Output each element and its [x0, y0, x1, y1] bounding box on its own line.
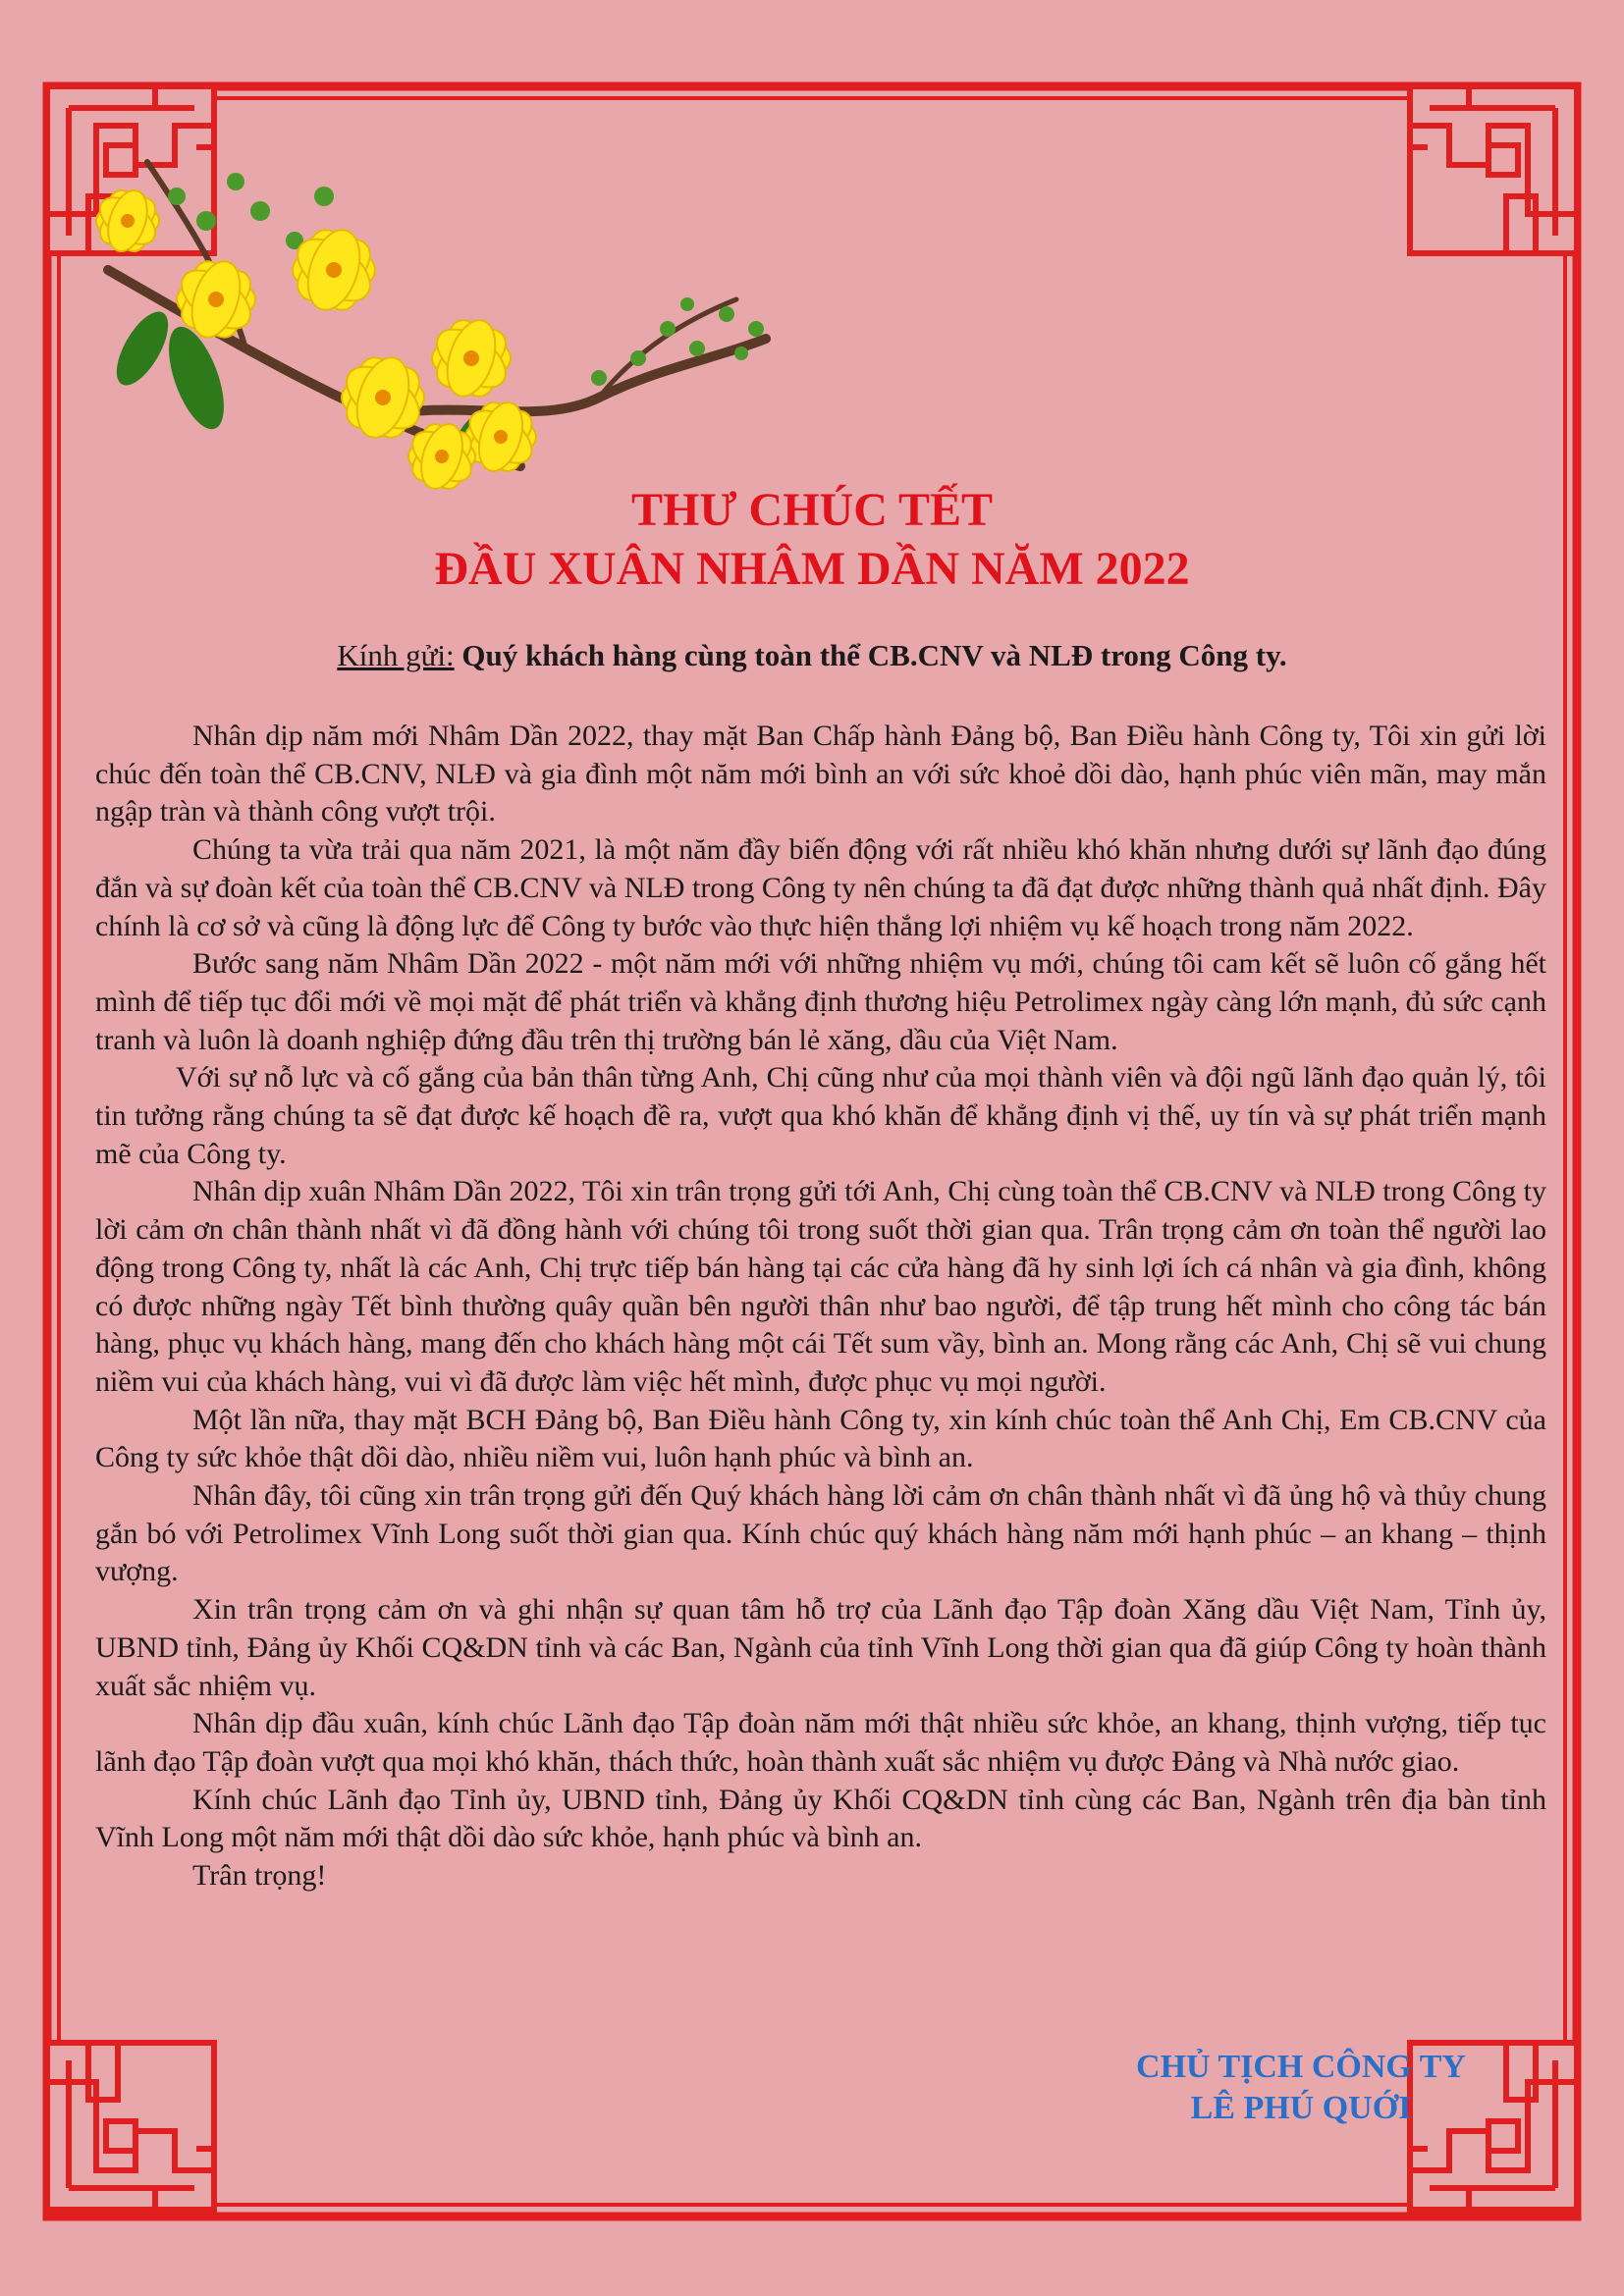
paragraph: Nhân dịp đầu xuân, kính chúc Lãnh đạo Tập đoàn năm mới thật nhiều sức khỏe, an khang, thịnh vượng, tiếp tục lãnh đạo Tập đoàn vượt qua mọi khó khăn, thách thức, hoàn thành xuất sắc nhiệm vụ được Đảng và Nhà nước giao.	[95, 1707, 1546, 1778]
paragraph: Một lần nữa, thay mặt BCH Đảng bộ, Ban Điều hành Công ty, xin kính chúc toàn thể Anh Chị, Em CB.CNV của Công ty sức khỏe thật dồi dào, nhiều niềm vui, luôn hạnh phúc và bình an.	[95, 1403, 1546, 1474]
letter-body	[95, 718, 1546, 1896]
signature-name: LÊ PHÚ QUỚI	[1190, 2090, 1412, 2126]
letter-title: THƯ CHÚC TẾT	[630, 484, 994, 536]
closing-line: Trân trọng!	[192, 1859, 327, 1893]
paragraph: Nhân dịp năm mới Nhâm Dần 2022, thay mặt Ban Chấp hành Đảng bộ, Ban Điều hành Công ty, Tôi xin gửi lời chúc đến toàn thể CB.CNV, NLĐ và gia đình một năm mới bình an với sức khoẻ dồi dào, hạnh phúc viên mãn, may mắn ngập tràn và thành công vượt trội.	[95, 720, 1546, 828]
paragraph: Với sự nỗ lực và cố gắng của bản thân từng Anh, Chị cũng như của mọi thành viên và đội ngũ lãnh đạo quản lý, tôi tin tưởng rằng chúng ta sẽ đạt được kế hoạch đề ra, vượt qua khó khăn để khẳng định vị thế, uy tín và sự phát triển mạnh mẽ của Công ty.	[95, 1061, 1546, 1170]
letter-subtitle: ĐẦU XUÂN NHÂM DẦN NĂM 2022	[434, 543, 1190, 595]
paragraph: Kính chúc Lãnh đạo Tỉnh ủy, UBND tỉnh, Đảng ủy Khối CQ&DN tỉnh cùng các Ban, Ngành trên địa bàn tỉnh Vĩnh Long một năm mới thật dồi dào sức khỏe, hạnh phúc và bình an.	[95, 1783, 1546, 1854]
greeting-line	[0, 636, 1624, 675]
paragraph: Nhân đây, tôi cũng xin trân trọng gửi đến Quý khách hàng lời cảm ơn chân thành nhất vì đã ủng hộ và thủy chung gắn bó với Petrolimex Vĩnh Long suốt thời gian qua. Kính chúc quý khách hàng năm mới hạnh phúc – an khang – thịnh vượng.	[95, 1479, 1546, 1588]
mai-apricot-blossom-branch-icon	[49, 103, 795, 525]
greeting-recipient: Quý khách hàng cùng toàn thể CB.CNV và NLĐ trong Công ty.	[461, 638, 1287, 672]
paragraph: Nhân dịp xuân Nhâm Dần 2022, Tôi xin trân trọng gửi tới Anh, Chị cùng toàn thể CB.CNV và NLĐ trong Công ty lời cảm ơn chân thành nhất vì đã đồng hành với chúng tôi trong suốt thời gian qua. Trân trọng cảm ơn toàn thể người lao động trong Công ty, nhất là các Anh, Chị trực tiếp bán hàng tại các cửa hàng đã hy sinh lợi ích cá nhân và gia đình, không có được những ngày Tết bình thường quây quần bên người thân như bao người, để tập trung hết mình cho công tác bán hàng, phục vụ khách hàng, mang đến cho khách hàng một cái Tết sum vầy, bình an. Mong rằng các Anh, Chị sẽ vui chung niềm vui của khách hàng, vui vì đã được làm việc hết mình, được phục vụ mọi người.	[95, 1175, 1546, 1398]
greeting-label: Kính gửi:	[337, 638, 455, 672]
signature-block	[1080, 2047, 1522, 2129]
signature-position: CHỦ TỊCH CÔNG TY	[1136, 2049, 1466, 2085]
paragraph: Bước sang năm Nhâm Dần 2022 - một năm mới với những nhiệm vụ mới, chúng tôi cam kết sẽ luôn cố gắng hết mình để tiếp tục đổi mới về mọi mặt để phát triển và khẳng định thương hiệu Petrolimex ngày càng lớn mạnh, đủ sức cạnh tranh và luôn là doanh nghiệp đứng đầu trên thị trường bán lẻ xăng, dầu của Việt Nam.	[95, 947, 1546, 1056]
paragraph: Chúng ta vừa trải qua năm 2021, là một năm đầy biến động với rất nhiều khó khăn nhưng dưới sự lãnh đạo đúng đắn và sự đoàn kết của toàn thể CB.CNV và NLĐ trong Công ty nên chúng ta đã đạt được những thành quả nhất định. Đây chính là cơ sở và cũng là động lực để Công ty bước vào thực hiện thắng lợi nhiệm vụ kế hoạch trong năm 2022.	[95, 833, 1546, 942]
paragraph: Xin trân trọng cảm ơn và ghi nhận sự quan tâm hỗ trợ của Lãnh đạo Tập đoàn Xăng dầu Việt Nam, Tỉnh ủy, UBND tỉnh, Đảng ủy Khối CQ&DN tỉnh và các Ban, Ngành của tỉnh Vĩnh Long thời gian qua đã giúp Công ty hoàn thành xuất sắc nhiệm vụ.	[95, 1593, 1546, 1702]
